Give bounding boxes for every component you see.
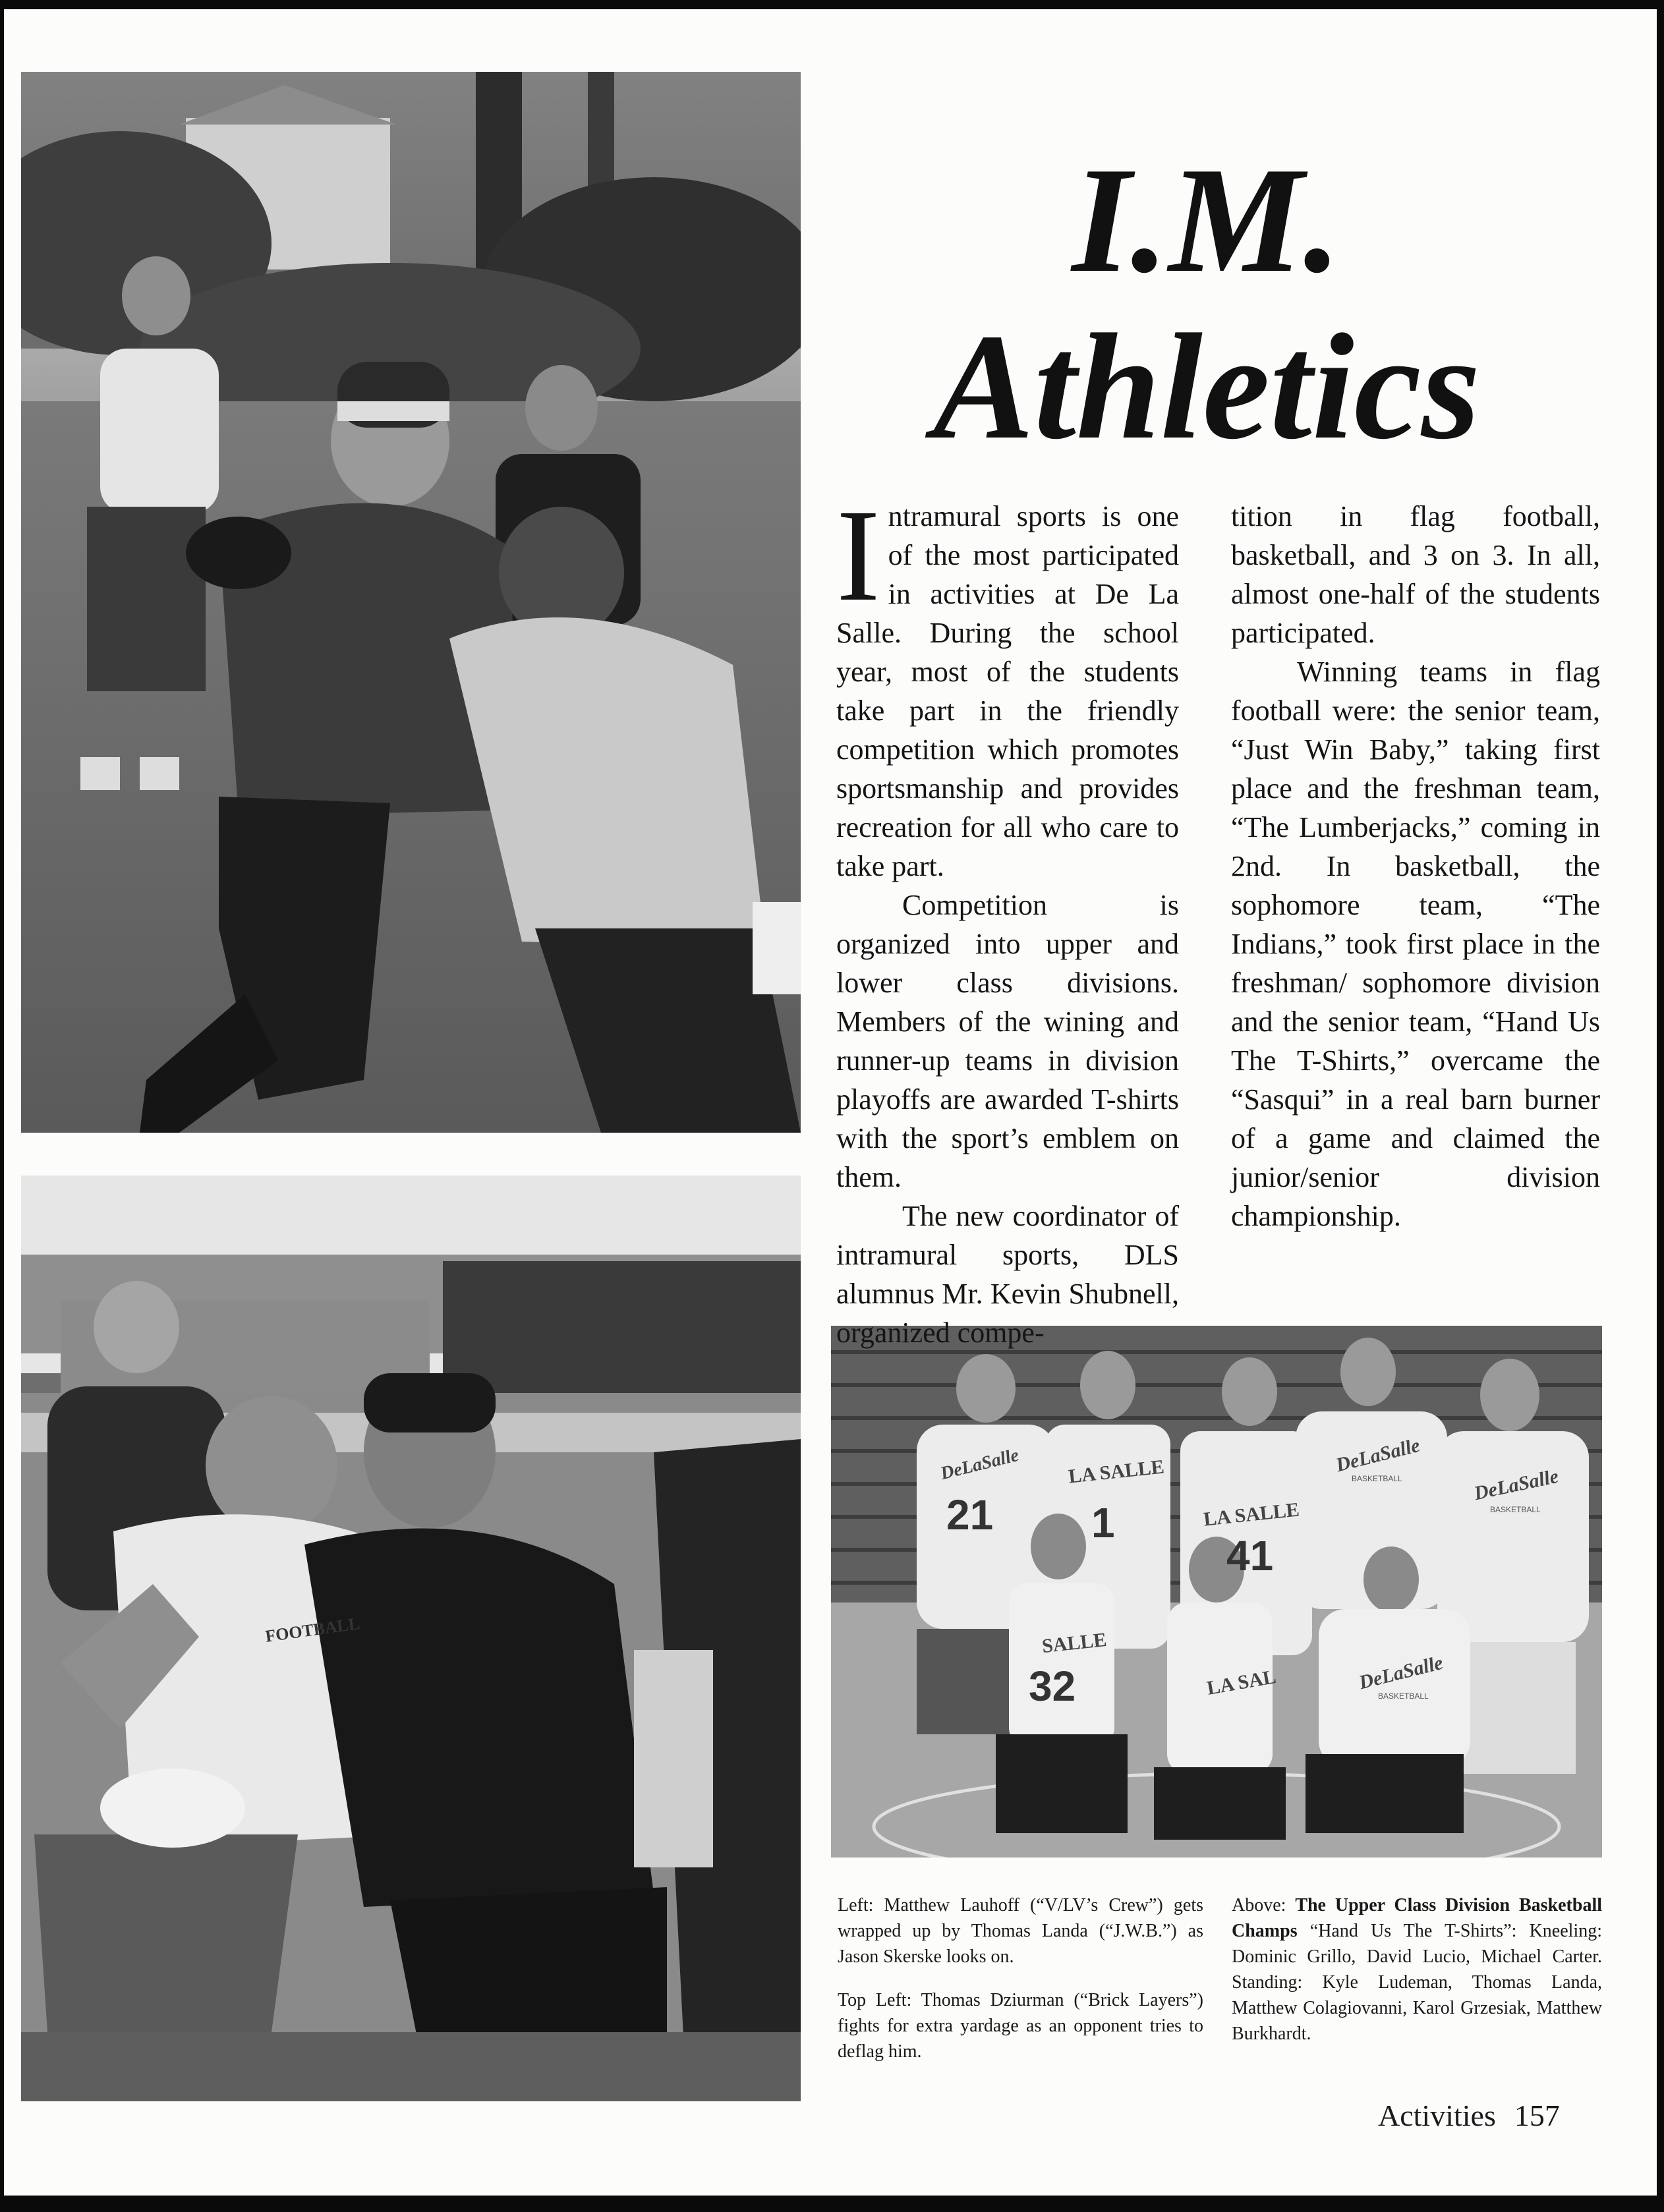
page-title-line-1: I.M.	[1072, 136, 1342, 304]
yearbook-page	[4, 9, 1657, 2196]
shirt-small-3: BASKETBALL	[1378, 1691, 1429, 1701]
photo-team-art	[831, 1326, 1602, 1858]
caption-left	[838, 1892, 1203, 2082]
jersey-number-4: 32	[1029, 1662, 1076, 1710]
jersey-number-2: 1	[1091, 1499, 1115, 1546]
photo-flag-football-runner	[21, 72, 801, 1133]
shirt-text-3: DeLaSalle	[1472, 1465, 1561, 1505]
caption-top-left-runner: Top Left: Thomas Dziurman (“Brick Layers”) fights for extra yardage as an opponent tries to deflag him.	[838, 1990, 1203, 2062]
article-paragraph-4: tition in flag football, basketball, and 3 on 3. In all, almost one-half of the students participated.	[1231, 500, 1600, 649]
shirt-text-2: DeLaSalle	[1333, 1434, 1422, 1477]
folio-page-number: 157	[1514, 2099, 1560, 2132]
shirt-text-1: DeLaSalle	[938, 1444, 1021, 1485]
page-title-line-2: Athletics	[932, 302, 1481, 470]
article-paragraph-1	[836, 483, 1179, 886]
photo-tackle-art	[21, 1176, 801, 2101]
article-column-left	[836, 483, 1179, 1352]
photo-flag-football-tackle	[21, 1176, 801, 2101]
caption-right	[1232, 1892, 1602, 2064]
caption-team-prefix: Above:	[1232, 1895, 1286, 1915]
drop-cap: I	[836, 483, 880, 629]
folio-section: Activities	[1378, 2099, 1496, 2132]
caption-left-tackle: Left: Matthew Lauhoff (“V/LV’s Crew”) gets wrapped up by Thomas Landa (“J.W.B.”) as Jason Skerske looks on.	[838, 1895, 1203, 1967]
article-paragraph-5: Winning teams in flag football were: the senior team, “Just Win Baby,” taking first place and the freshman team, “The Lumberjacks,” coming in 2nd. In basketball, the sophomore team, “The Indians,” took first place in the freshman/ sophomore division and the senior team, “Hand Us The T-Shirts,” overcame the “Sasqui” in a real barn burner of a game and claimed the junior/senior division championship.	[1231, 656, 1600, 1232]
article-paragraph-1-text: ntramural sports is one of the most participated in activities at De La Salle. During the school year, most of the students take part in the friendly competition which promotes sportsmanship and provides recreation for all who care to take part.	[836, 500, 1179, 882]
caption-team-title: The Upper Class Division Basketball Champs	[1232, 1895, 1603, 1941]
shirt-small-1: BASKETBALL	[1352, 1474, 1402, 1483]
jersey-text-2: LA SALLE	[1202, 1498, 1301, 1531]
caption-team-names: “Hand Us The T-Shirts”: Kneeling: Dominic Grillo, David Lucio, Michael Carter. Standing: Kyle Ludeman, Thomas Landa, Matthew Colagiovanni, Karol Grzesiak, Matthew Burkhardt.	[1232, 1921, 1602, 2044]
shirt-small-2: BASKETBALL	[1490, 1505, 1541, 1514]
jersey-text-1: LA SALLE	[1067, 1456, 1166, 1488]
article-column-right	[1231, 497, 1600, 1235]
article-paragraph-3: The new coordinator of intramural sports, DLS alumnus Mr. Kevin Shubnell, organized compe-	[836, 1200, 1179, 1349]
photo-shirt-text-football: FOOTBALL	[264, 1614, 361, 1646]
photo-runner-art	[21, 72, 801, 1133]
jersey-number-3: 41	[1226, 1532, 1274, 1579]
shirt-text-4: DeLaSalle	[1356, 1651, 1445, 1694]
jersey-number-1: 21	[946, 1491, 994, 1539]
page-folio	[1378, 2098, 1560, 2133]
jersey-text-4: LA SAL	[1205, 1666, 1278, 1699]
caption-team	[1232, 1892, 1602, 2047]
photo-basketball-champs	[831, 1326, 1602, 1858]
article-paragraph-2: Competition is organized into upper and lower class divisions. Members of the wining and runner-up teams in division playoffs are awarded T-shirts with the sport’s emblem on them.	[836, 889, 1179, 1193]
jersey-text-3: SALLE	[1041, 1628, 1108, 1658]
